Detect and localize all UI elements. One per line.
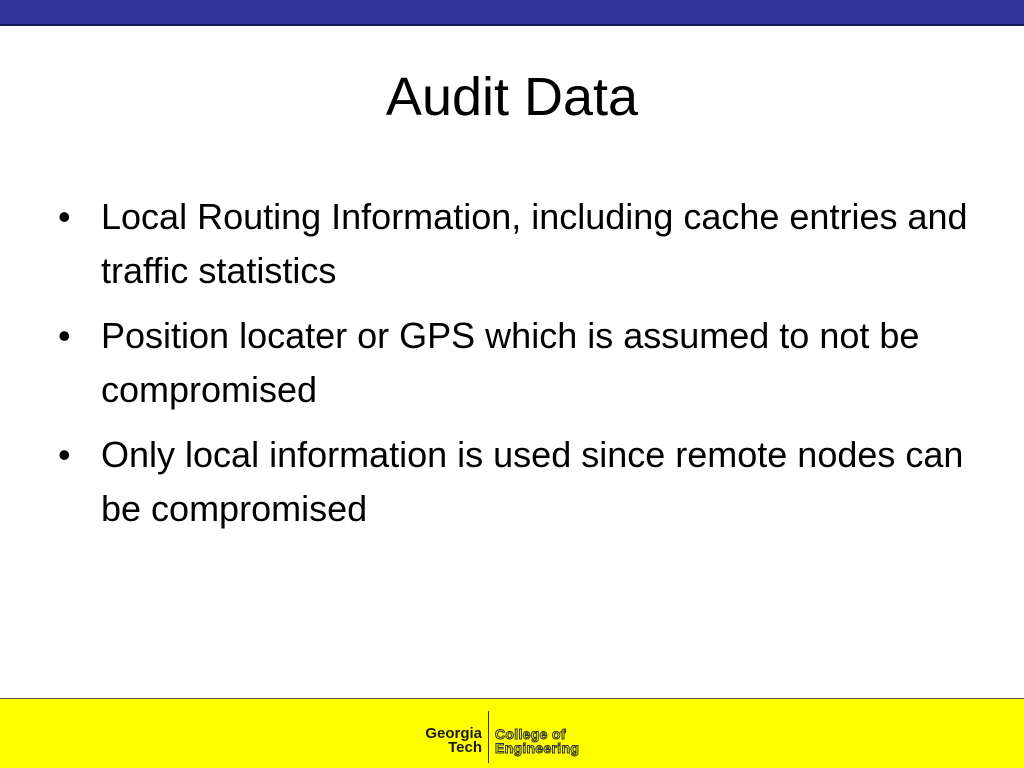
logo-line-tech: Tech: [448, 739, 482, 756]
footer-banner: [0, 698, 1024, 768]
bullet-item: [58, 190, 978, 298]
logo-line-engineering: Engineering: [495, 740, 580, 756]
bullet-icon: •: [58, 196, 71, 237]
bullet-list: [58, 190, 978, 547]
georgia-tech-wordmark: [404, 727, 482, 755]
top-banner: [0, 0, 1024, 26]
college-of-engineering-wordmark: [495, 727, 579, 755]
bullet-item: [58, 309, 978, 417]
tower-icon: [487, 711, 490, 763]
logo-line-college-of: College of: [495, 726, 566, 742]
bullet-icon: •: [58, 315, 71, 356]
logo-line-georgia: Georgia: [425, 725, 482, 742]
bullet-item: [58, 428, 978, 536]
bullet-text: Local Routing Information, including cache entries and traffic statistics: [101, 196, 968, 291]
bullet-icon: •: [58, 434, 71, 475]
slide-title: Audit Data: [385, 67, 639, 127]
bullet-text: Only local information is used since remote nodes can be compromised: [101, 434, 964, 529]
georgia-tech-logo: [404, 707, 604, 763]
bullet-text: Position locater or GPS which is assumed to not be compromised: [101, 315, 920, 410]
